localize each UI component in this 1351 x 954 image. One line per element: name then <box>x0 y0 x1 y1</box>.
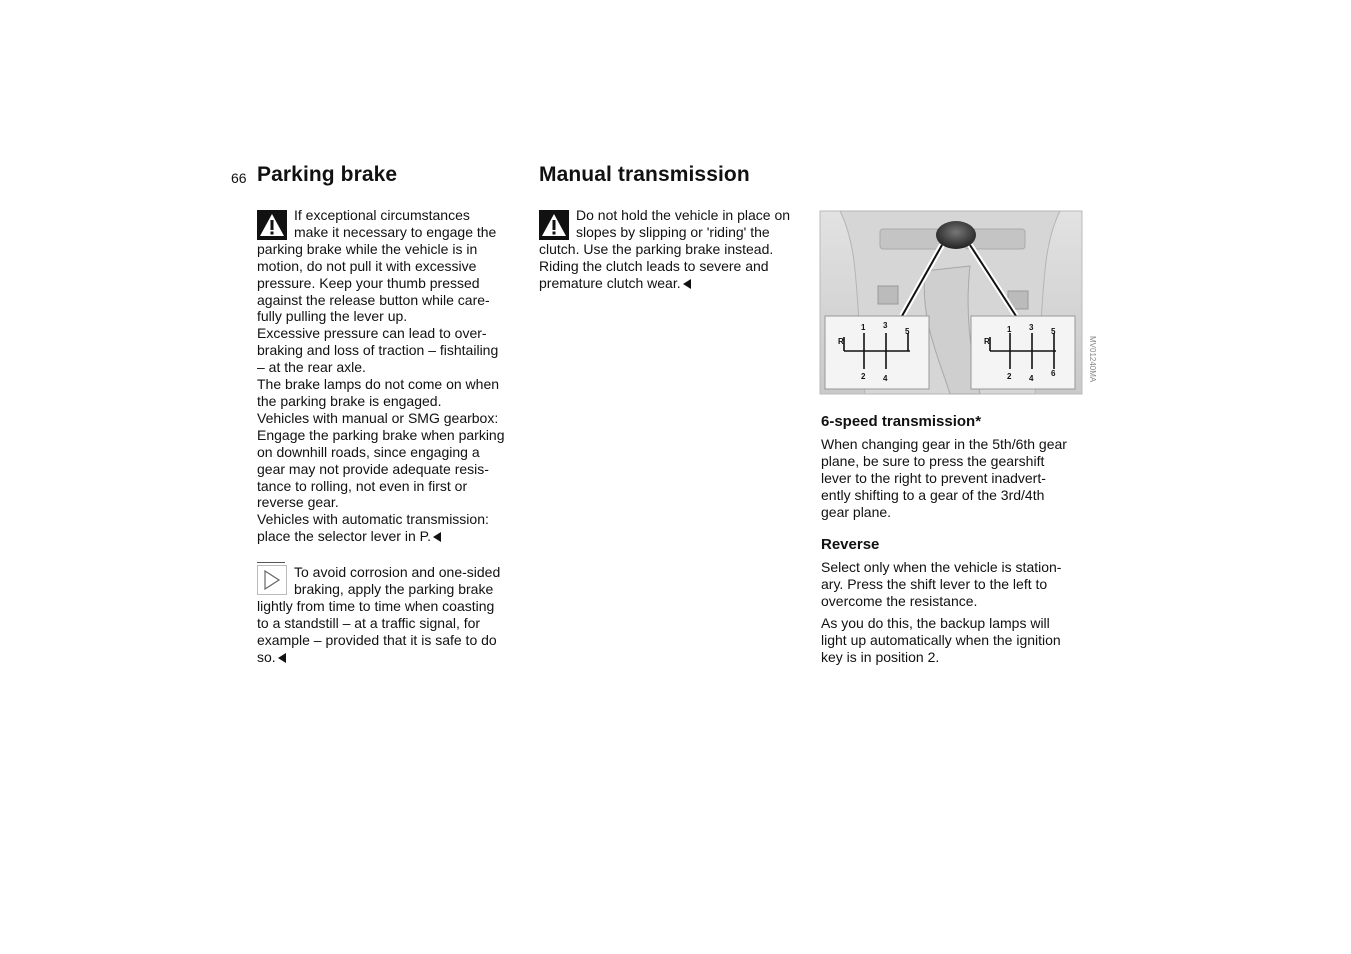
warning-line: slopes by slipping or 'riding' the <box>576 223 770 240</box>
shift-label: 3 <box>1029 323 1034 332</box>
parking-brake-column <box>257 207 527 666</box>
body-line: overcome the resistance. <box>821 593 978 610</box>
shift-label: 5 <box>1051 327 1056 336</box>
shift-label: R <box>838 337 844 346</box>
warning-line: premature clutch wear. <box>539 274 681 291</box>
warning-line: Vehicles with manual or SMG gearbox: <box>257 409 499 426</box>
manual-transmission-heading: Manual transmission <box>539 163 750 186</box>
shift-label: 6 <box>1051 369 1056 378</box>
body-line: Select only when the vehicle is station- <box>821 559 1062 576</box>
figure-code-text: MV01240MA <box>1088 336 1097 383</box>
tip-line: braking, apply the parking brake <box>294 581 494 598</box>
page-number: 66 <box>231 170 247 186</box>
shift-label: 5 <box>905 327 910 336</box>
warning-line: Riding the clutch leads to severe and <box>539 257 769 274</box>
body-line: ary. Press the shift lever to the left to <box>821 576 1048 593</box>
warning-line: – at the rear axle. <box>257 359 366 376</box>
gearshift-figure <box>820 211 1082 394</box>
end-mark-icon <box>433 532 441 542</box>
body-line: plane, be sure to press the gearshift <box>821 452 1045 469</box>
warning-line: gear may not provide adequate resis- <box>257 460 489 477</box>
warning-icon <box>539 210 569 240</box>
warning-line: clutch. Use the parking brake instead. <box>539 240 774 257</box>
end-mark-icon <box>683 279 691 289</box>
warning-icon <box>257 210 287 240</box>
warning-line: Vehicles with automatic transmission: <box>257 511 489 528</box>
shift-label: R <box>984 337 990 346</box>
body-line: ently shifting to a gear of the 3rd/4th <box>821 486 1045 503</box>
transmission-details-column <box>821 414 1093 666</box>
warning-line: parking brake while the vehicle is in <box>257 240 478 257</box>
tip-divider <box>257 562 285 563</box>
shift-label: 3 <box>883 321 888 330</box>
six-speed-heading: 6-speed transmission* <box>821 413 982 430</box>
tip-line: to a standstill – at a traffic signal, for <box>257 614 481 631</box>
warning-line: on downhill roads, since engaging a <box>257 443 480 460</box>
tip-line: example – provided that it is safe to do <box>257 631 497 648</box>
reverse-text-1 <box>821 559 1093 610</box>
manual-transmission-warning-column <box>539 207 811 292</box>
warning-line: the parking brake is engaged. <box>257 392 442 409</box>
warning-line: Do not hold the vehicle in place on <box>576 207 791 223</box>
body-line: light up automatically when the ignition <box>821 631 1061 648</box>
warning-line: tance to rolling, not even in first or <box>257 477 468 494</box>
warning-line: against the release button while care- <box>257 291 490 308</box>
shift-label: 4 <box>883 374 888 383</box>
warning-line: pressure. Keep your thumb pressed <box>257 274 480 291</box>
reverse-text-2 <box>821 615 1093 666</box>
warning-line: Engage the parking brake when parking <box>257 426 505 443</box>
warning-line: motion, do not pull it with excessive <box>257 257 477 274</box>
parking-brake-warning <box>257 207 527 545</box>
tip-icon <box>257 565 287 595</box>
body-line: When changing gear in the 5th/6th gear <box>821 435 1067 452</box>
warning-line: If exceptional circumstances <box>294 207 470 223</box>
tip-line: To avoid corrosion and one-sided <box>294 564 501 581</box>
clutch-warning <box>539 207 811 292</box>
body-line: key is in position 2. <box>821 648 940 665</box>
warning-line: place the selector lever in P. <box>257 528 432 545</box>
shift-label: 2 <box>1007 372 1012 381</box>
parking-brake-tip <box>257 564 527 665</box>
warning-line: braking and loss of traction – fishtailing <box>257 342 499 359</box>
warning-line: fully pulling the lever up. <box>257 308 408 325</box>
shift-label: 4 <box>1029 374 1034 383</box>
shift-label: 1 <box>861 323 866 332</box>
shift-label: 1 <box>1007 325 1012 334</box>
body-line: lever to the right to prevent inadvert- <box>821 469 1046 486</box>
parking-brake-heading: Parking brake <box>257 163 398 186</box>
six-speed-text <box>821 436 1093 521</box>
figure-code <box>1080 334 1097 394</box>
warning-line: The brake lamps do not come on when <box>257 376 500 393</box>
warning-line: reverse gear. <box>257 494 339 511</box>
body-line: As you do this, the backup lamps will <box>821 615 1050 632</box>
warning-line: Excessive pressure can lead to over- <box>257 325 487 342</box>
end-mark-icon <box>278 653 286 663</box>
reverse-heading: Reverse <box>821 536 880 554</box>
warning-line: make it necessary to engage the <box>294 223 497 240</box>
tip-line: so. <box>257 648 276 665</box>
body-line: gear plane. <box>821 503 892 520</box>
shift-label: 2 <box>861 372 866 381</box>
tip-line: lightly from time to time when coasting <box>257 597 495 614</box>
